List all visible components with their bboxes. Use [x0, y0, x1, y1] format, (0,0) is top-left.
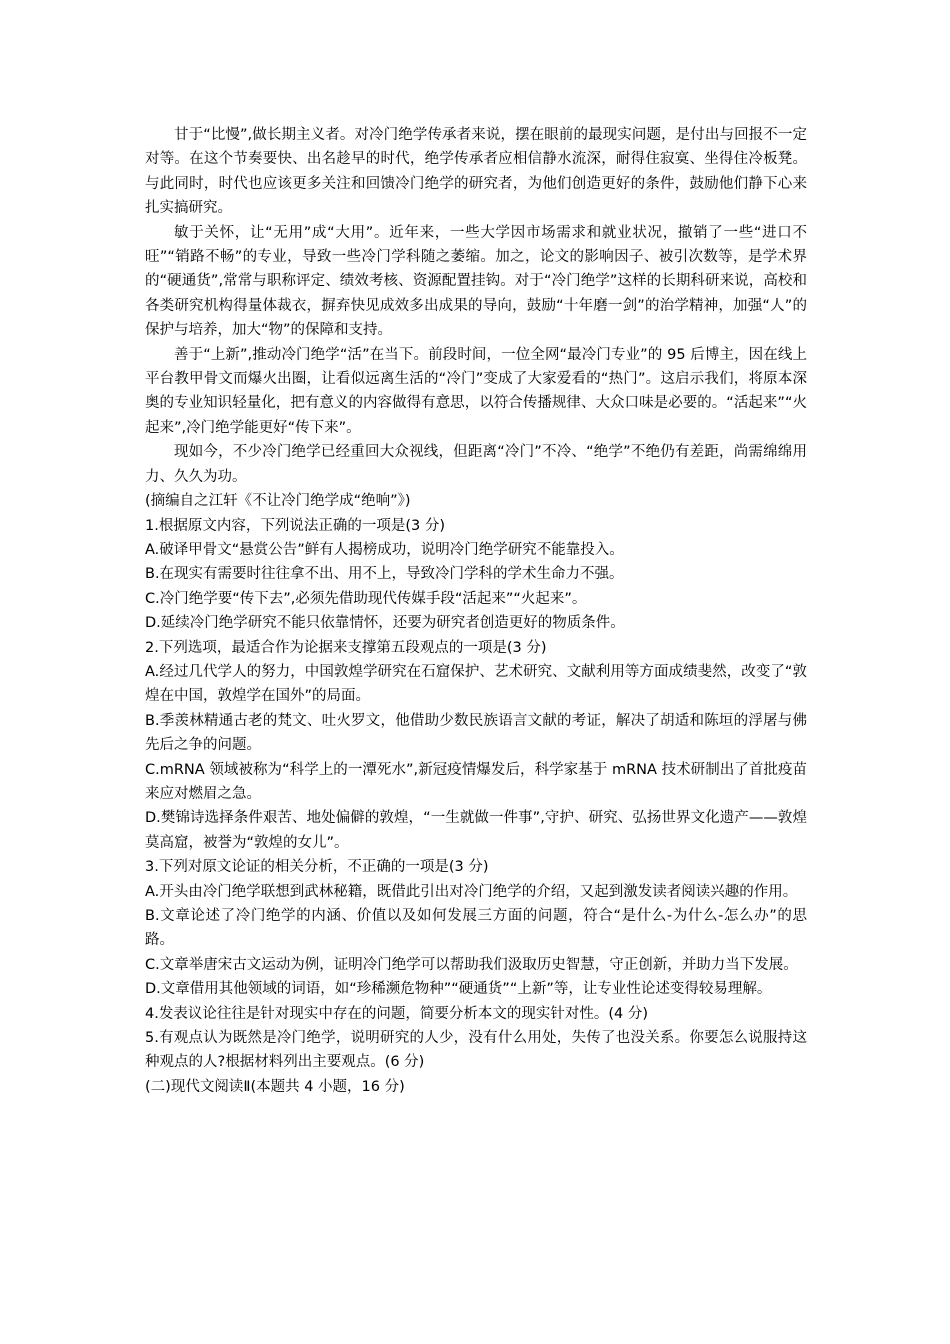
article-paragraph-2: 敏于关怀，让“无用”成“大用”。近年来，一些大学因市场需求和就业状况，撤销了一些“进口不旺”“销路不畅”的专业，导致一些冷门学科随之萎缩。加之，论文的影响因子、被引次数等，是学术界的“硬通货”,常常与职称评定、绩效考核、资源配置挂钩。对于“冷门绝学”这样的长期科研来说，高校和各类研究机构得量体裁衣，摒弃快见成效多出成果的导向，鼓励“十年磨一剑”的治学精神，加强“人”的保护与培养，加大“物”的保障和支持。 — [145, 224, 807, 339]
article-paragraph-4: 现如今，不少冷门绝学已经重回大众视线，但距离“冷门”不冷、“绝学”不绝仍有差距，尚需绵绵用力、久久为功。 — [145, 444, 807, 485]
question-stem: 5.有观点认为既然是冷门绝学，说明研究的人少，没有什么用处，失传了也没关系。你要怎么说服持这种观点的人?根据材料列出主要观点。(6 分) — [145, 1030, 807, 1071]
document-body — [145, 123, 807, 1099]
question-option-a: A.经过几代学人的努力，中国敦煌学研究在石窟保护、艺术研究、文献利用等方面成绩斐然，改变了“敦煌在中国，敦煌学在国外”的局面。 — [145, 663, 807, 705]
question-stem: 4.发表议论往往是针对现实中存在的问题，简要分析本文的现实针对性。(4 分) — [145, 1005, 648, 1022]
question-option-c: C.mRNA 领域被称为“科学上的一潭死水”,新冠疫情爆发后，科学家基于 mRNA 技术研制出了首批疫苗来应对燃眉之急。 — [145, 761, 807, 802]
question-option-a: A.破译甲骨文“悬赏公告”鲜有人揭榜成功，说明冷门绝学研究不能靠投入。 — [145, 541, 624, 558]
question-option-a: A.开头由冷门绝学联想到武林秘籍，既借此引出对冷门绝学的介绍，又起到激发读者阅读兴趣的作用。 — [145, 883, 798, 900]
question-2 — [145, 636, 807, 856]
article-source: (摘编自之江轩《不让冷门绝学成“绝响”》) — [145, 493, 411, 510]
question-stem: 1.根据原文内容，下列说法正确的一项是(3 分) — [145, 517, 445, 534]
question-option-b: B.文章论述了冷门绝学的内涵、价值以及如何发展三方面的问题，符合“是什么-为什么-怎么办”的思路。 — [145, 908, 807, 949]
question-option-d: D.文章借用其他领域的词语，如“珍稀濒危物种”“硬通货”“上新”等，让专业性论述变得较易理解。 — [145, 981, 772, 998]
question-option-c: C.文章举唐宋古文运动为例，证明冷门绝学可以帮助我们汲取历史智慧，守正创新，并助力当下发展。 — [145, 956, 798, 973]
question-5 — [145, 1026, 807, 1075]
question-option-d: D.延续冷门绝学研究不能只依靠情怀，还要为研究者创造更好的物质条件。 — [145, 615, 625, 632]
question-option-b: B.在现实有需要时往往拿不出、用不上，导致冷门学科的学术生命力不强。 — [145, 566, 624, 583]
question-3 — [145, 855, 807, 1001]
question-option-b: B.季羡林精通古老的梵文、吐火罗文，他借助少数民族语言文献的考证，解决了胡适和陈垣的浮屠与佛先后之争的问题。 — [145, 712, 807, 754]
question-stem: 2.下列选项，最适合作为论据来支撑第五段观点的一项是(3 分) — [145, 639, 547, 656]
question-option-c: C.冷门绝学要“传下去”,必须先借助现代传媒手段“活起来”“火起来”。 — [145, 590, 587, 607]
section-heading: (二)现代文阅读Ⅱ(本题共 4 小题，16 分) — [145, 1078, 405, 1095]
question-stem: 3.下列对原文论证的相关分析，不正确的一项是(3 分) — [145, 859, 489, 876]
question-option-d: D.樊锦诗选择条件艰苦、地处偏僻的敦煌，“一生就做一件事”,守护、研究、弘扬世界文化遗产——敦煌莫高窟，被誉为“敦煌的女儿”。 — [145, 810, 807, 851]
question-1 — [145, 514, 807, 636]
article-paragraph-1: 甘于“比慢”,做长期主义者。对冷门绝学传承者来说，摆在眼前的最现实问题，是付出与回报不一定对等。在这个节奏要快、出名趁早的时代，绝学传承者应相信静水流深，耐得住寂寞、坐得住冷板凳。与此同时，时代也应该更多关注和回馈冷门绝学的研究者，为他们创造更好的条件，鼓励他们静下心来扎实搞研究。 — [145, 127, 807, 217]
article-paragraph-3: 善于“上新”,推动冷门绝学“活”在当下。前段时间，一位全网“最冷门专业”的 95 后博主，因在线上平台教甲骨文而爆火出圈，让看似远离生活的“冷门”变成了大家爱看的“热门”。这启示我们，将原本深奥的专业知识轻量化，把有意义的内容做得有意思，以符合传播规律、大众口味是必要的。“活起来”“火起来”,冷门绝学能更好“传下来”。 — [145, 346, 807, 436]
question-4 — [145, 1002, 807, 1026]
